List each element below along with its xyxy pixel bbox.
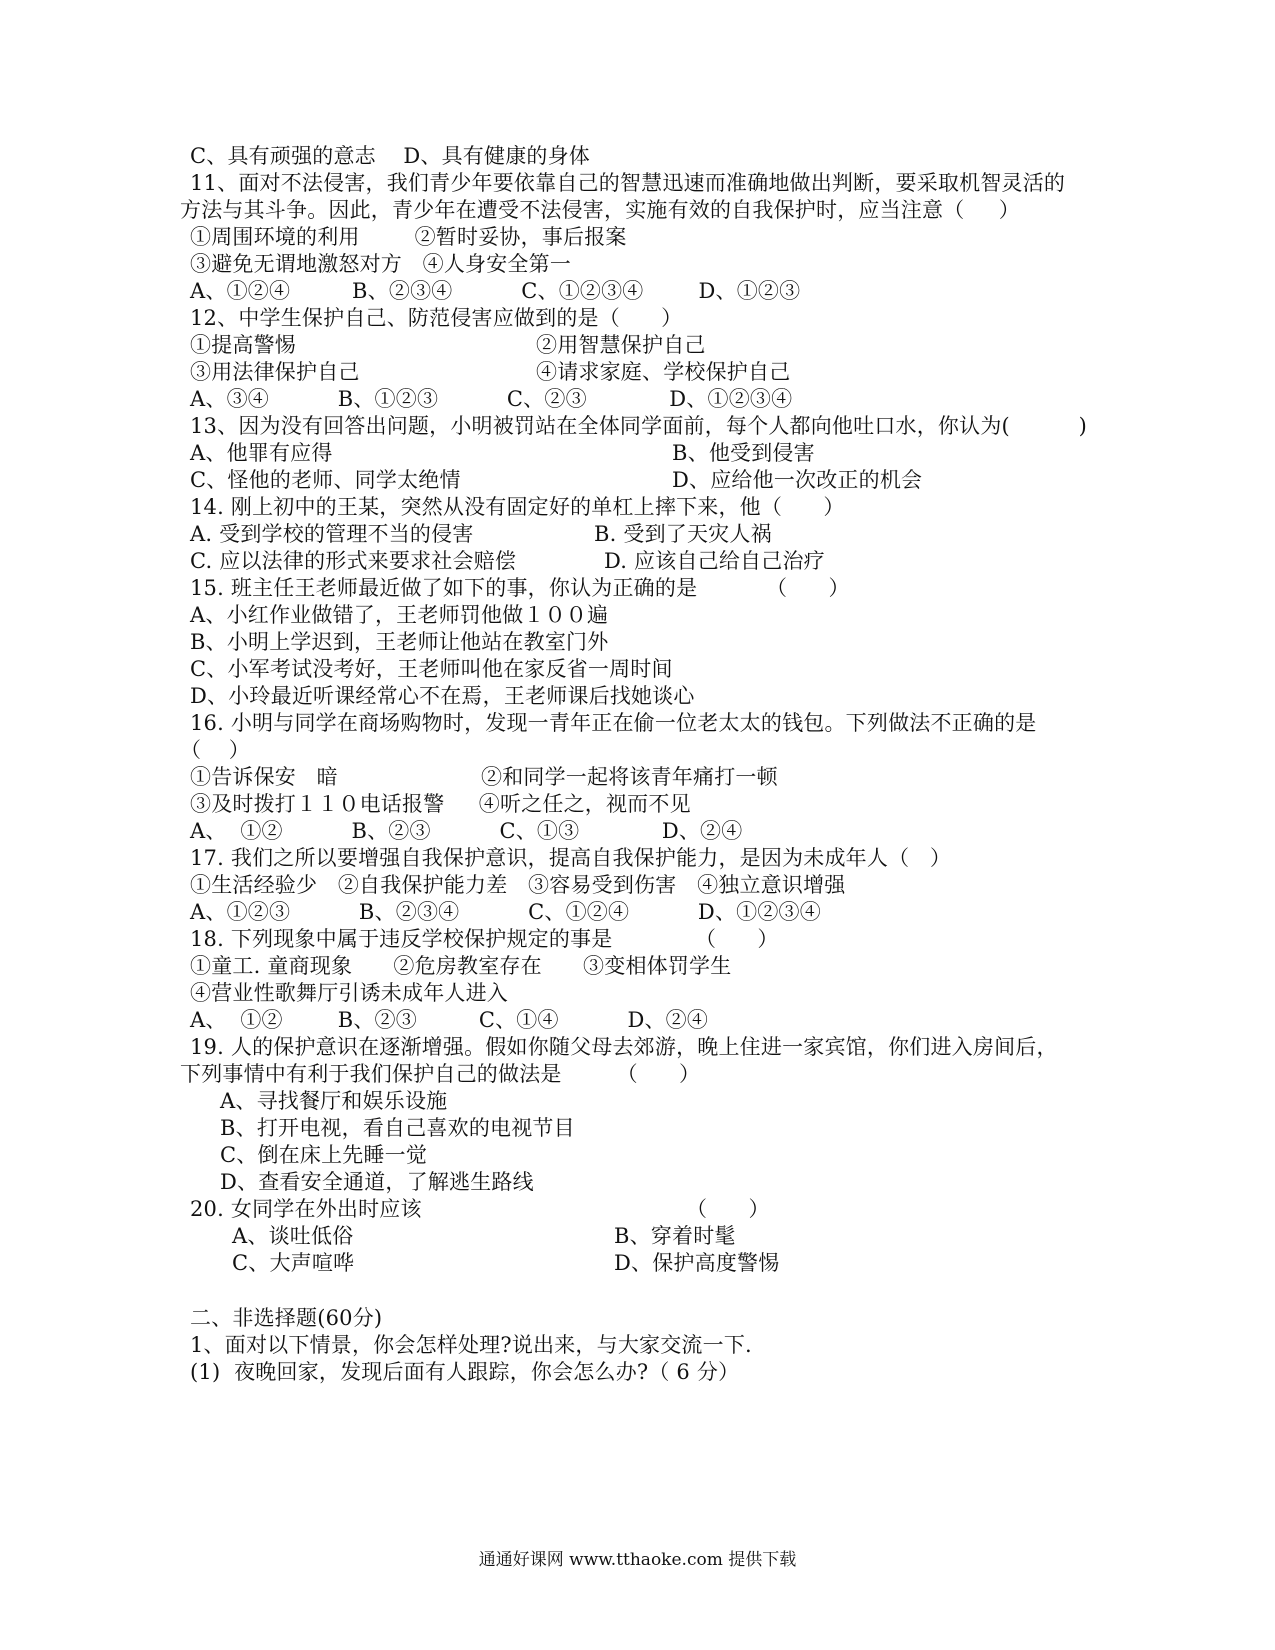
q15-option-d: D、小玲最近听课经常心不在焉，王老师课后找她谈心 — [190, 684, 695, 708]
q19-option-d: D、查看安全通道，了解逃生路线 — [220, 1170, 534, 1194]
q20-option-a: A、谈吐低俗 — [232, 1224, 354, 1248]
q12-options: A、③④ B、①②③ C、②③ D、①②③④ — [190, 387, 793, 411]
q17-options: A、①②③ B、②③④ C、①②④ D、①②③④ — [190, 900, 821, 924]
q16-paren: （ ） — [180, 738, 250, 762]
q15-option-b: B、小明上学迟到，王老师让他站在教室门外 — [190, 630, 609, 654]
q16-text: 16. 小明与同学在商场购物时，发现一青年正在偷一位老太太的钱包。下列做法不正确的是 — [190, 711, 1037, 735]
q19-text-line1: 19. 人的保护意识在逐渐增强。假如你随父母去郊游，晚上住进一家宾馆，你们进入房间后， — [190, 1035, 1058, 1059]
q20-text: 20. 女同学在外出时应该 — [190, 1197, 422, 1221]
q15-option-a: A、小红作业做错了，王老师罚他做１００遍 — [190, 603, 609, 627]
q14-option-b: B. 受到了天灾人祸 — [594, 522, 772, 546]
q16-item-1: ①告诉保安 暗 — [190, 765, 338, 789]
footer-credit: 通通好课网 www.tthaoke.com 提供下载 — [478, 1550, 797, 1570]
q12-item-4: ④请求家庭、学校保护自己 — [536, 360, 791, 384]
q16-items-34: ③及时拨打１１０电话报警 ④听之任之，视而不见 — [190, 792, 691, 816]
q14-text: 14. 刚上初中的王某，突然从没有固定好的单杠上摔下来，他（ ） — [190, 495, 845, 519]
q13-option-a: A、他罪有应得 — [190, 441, 333, 465]
q12-item-3: ③用法律保护自己 — [190, 360, 360, 384]
q18-items-123: ①童工. 童商现象 ②危房教室存在 ③变相体罚学生 — [190, 954, 732, 978]
q11-items-12: ①周围环境的利用 ②暂时妥协，事后报案 — [190, 225, 627, 249]
q13-option-c: C、怪他的老师、同学太绝情 — [190, 468, 461, 492]
q11-options: A、①②④ B、②③④ C、①②③④ D、①②③ — [190, 279, 801, 303]
q18-text: 18. 下列现象中属于违反学校保护规定的事是 （ ） — [190, 927, 779, 951]
q14-option-c: C. 应以法律的形式来要求社会赔偿 — [190, 549, 517, 573]
q13-option-d: D、应给他一次改正的机会 — [672, 468, 923, 492]
q19-option-b: B、打开电视，看自己喜欢的电视节目 — [220, 1116, 575, 1140]
q16-item-2: ②和同学一起将该青年痛打一顿 — [481, 765, 778, 789]
q19-option-a: A、寻找餐厅和娱乐设施 — [220, 1089, 448, 1113]
q13-option-b: B、他受到侵害 — [672, 441, 815, 465]
q15-text: 15. 班主任王老师最近做了如下的事，你认为正确的是 （ ） — [190, 576, 850, 600]
q20-paren: （ ） — [686, 1197, 770, 1221]
q12-item-2: ②用智慧保护自己 — [536, 333, 706, 357]
q15-option-c: C、小军考试没考好，王老师叫他在家反省一周时间 — [190, 657, 673, 681]
q10-options-cd: C、具有顽强的意志 D、具有健康的身体 — [190, 144, 591, 168]
q19-option-c: C、倒在床上先睡一觉 — [220, 1143, 428, 1167]
q11-items-34: ③避免无谓地激怒对方 ④人身安全第一 — [190, 252, 572, 276]
q14-option-a: A. 受到学校的管理不当的侵害 — [190, 522, 474, 546]
q12-text: 12、中学生保护自己、防范侵害应做到的是（ ） — [190, 306, 683, 330]
part2-q1-text: 1、面对以下情景，你会怎样处理?说出来，与大家交流一下. — [190, 1333, 752, 1357]
q20-option-d: D、保护高度警惕 — [614, 1251, 780, 1275]
q16-options: A、 ①② B、②③ C、①③ D、②④ — [190, 819, 743, 843]
part2-q1-sub1: (1) 夜晚回家，发现后面有人跟踪，你会怎么办?（ 6 分） — [190, 1360, 740, 1384]
q12-item-1: ①提高警惕 — [190, 333, 296, 357]
q20-option-b: B、穿着时髦 — [614, 1224, 736, 1248]
q20-option-c: C、大声喧哗 — [232, 1251, 355, 1275]
q13-text: 13、因为没有回答出问题，小明被罚站在全体同学面前，每个人都向他吐口水，你认为( ) — [190, 414, 1088, 438]
q17-items: ①生活经验少 ②自我保护能力差 ③容易受到伤害 ④独立意识增强 — [190, 873, 846, 897]
q19-text-line2: 下列事情中有利于我们保护自己的做法是 （ ） — [180, 1062, 701, 1086]
q14-option-d: D. 应该自己给自己治疗 — [604, 549, 825, 573]
q11-text-line2: 方法与其斗争。因此，青少年在遭受不法侵害，实施有效的自我保护时，应当注意（ ） — [180, 198, 1020, 222]
section-2-heading: 二、非选择题(60分) — [190, 1306, 383, 1330]
q11-text-line1: 11、面对不法侵害，我们青少年要依靠自己的智慧迅速而准确地做出判断，要采取机智灵活的 — [190, 171, 1066, 195]
q17-text: 17. 我们之所以要增强自我保护意识，提高自我保护能力，是因为未成年人（ ） — [190, 846, 952, 870]
q18-item-4: ④营业性歌舞厅引诱未成年人进入 — [190, 981, 508, 1005]
q18-options: A、 ①② B、②③ C、①④ D、②④ — [190, 1008, 709, 1032]
